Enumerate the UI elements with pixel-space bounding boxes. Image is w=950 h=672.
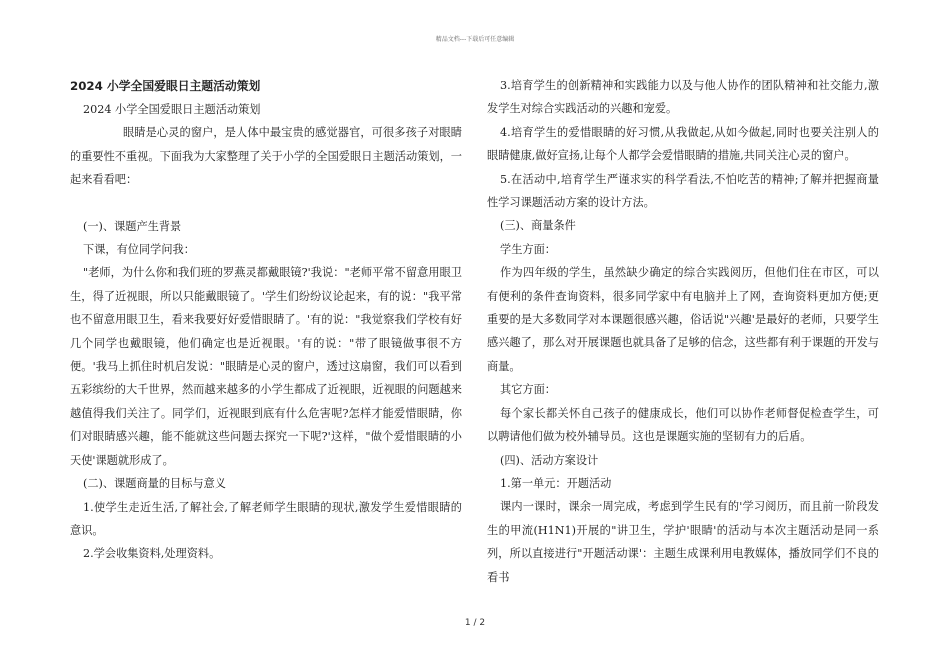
goal-item-4: 4.培育学生的爱惜眼睛的好习惯,从我做起,从如今做起,同时也要关注别人的眼睛健康,做好宣扬,让每个人都学会爱惜眼睛的措施,共同关注心灵的窗户。 bbox=[487, 125, 879, 163]
goal-item-5: 5.在活动中,培育学生严谨求实的科学看法,不怕吃苦的精神;了解并把握商量性学习课题活动方案的设计方法。 bbox=[487, 172, 879, 210]
intro-paragraph: 眼睛是心灵的窗户，是人体中最宝贵的感觉器官，可很多孩子对眼睛的重要性不重视。下面我为大家整理了关于小学的全国爱眼日主题活动策划，一起来看看吧： bbox=[70, 126, 462, 187]
goal-item-3: 3.培育学生的创新精神和实践能力以及与他人协作的团队精神和社交能力,激发学生对综合实践活动的兴趣和宠爱。 bbox=[487, 79, 879, 116]
goal-item-1: 1.使学生走近生活,了解社会,了解老师学生眼睛的现状,激发学生爱惜眼睛的意识。 bbox=[70, 500, 462, 537]
header-note: 精品文档---下载后可任意编辑 bbox=[435, 36, 515, 43]
background-dialogue: "老师，为什么你和我们班的罗燕灵都戴眼镜?'我说："老师平常不留意用眼卫生，得了近视眼，所以只能戴眼镜了。'学生们纷纷议论起来，有的说："我平常也不留意用眼卫生，看来我要好好爱惜眼睛了。'有的说："我觉察我们学校有好几个同学也戴眼镜，他们确定也是近视眼。'有的说："带了眼镜做事很不方便。'我马上抓住时机启发说："眼睛是心灵的窗户，透过这扇窗，我们可以看到五彩缤纷的大千世界，然而越来越多的小学生都成了近视眼，近视眼的问题越来越值得我们关注了。同学们，近视眼到底有什么危害呢?怎样才能爱惜眼睛，你们对眼睛感兴趣，能不能就这些问题去探究一下呢?'这样，"做个爱惜眼睛的小天使'课题就形成了。 bbox=[70, 266, 462, 467]
page-number: 1 / 2 bbox=[464, 618, 486, 628]
unit1-paragraph: 课内一课时，课余一周完成，考虑到学生民有的'学习阅历，而且前一阶段发生的甲流(H1N1)开展的"讲卫生，学护'眼睛'的活动与本次主题活动是同一系列，所以直接进行"开题活动课'：主题生成课利用电教媒体，播放同学们不良的看书 bbox=[487, 500, 879, 584]
blank-line bbox=[70, 192, 462, 215]
right-column bbox=[487, 74, 879, 589]
section-heading-background: (一)、课题产生背景 bbox=[83, 219, 182, 233]
other-paragraph: 每个家长都关怀自己孩子的健康成长，他们可以协作老师督促检查学生，可以聘请他们做为校外辅导员。这也是课题实施的坚韧有力的后盾。 bbox=[487, 406, 879, 444]
document-title: 2024 小学全国爱眼日主题活动策划 bbox=[70, 79, 261, 93]
goal-item-2: 2.学会收集资料,处理资料。 bbox=[83, 547, 221, 561]
section-heading-activity-plan: (四)、活动方案设计 bbox=[500, 453, 599, 467]
document-subtitle: 2024 小学全国爱眼日主题活动策划 bbox=[83, 103, 261, 116]
left-column bbox=[70, 74, 462, 566]
background-intro: 下课，有位同学问我： bbox=[83, 243, 195, 257]
students-paragraph: 作为四年级的学生，虽然缺少确定的综合实践阅历，但他们住在市区，可以有便利的条件查询资料，很多同学家中有电脑并上了网，查询资料更加方便;更重要的是大多数同学对本课题很感兴趣，俗话说"兴趣'是最好的老师，只要学生感兴趣了，那么对开展课题也就具备了足够的信念，这些都有利于课题的开发与商量。 bbox=[487, 266, 879, 373]
other-label: 其它方面： bbox=[500, 383, 556, 397]
section-heading-goals: (二)、课题商量的目标与意义 bbox=[83, 477, 226, 491]
section-heading-conditions: (三)、商量条件 bbox=[500, 219, 576, 233]
students-label: 学生方面： bbox=[500, 242, 556, 256]
unit1-heading: 1.第一单元：开题活动 bbox=[500, 476, 612, 490]
